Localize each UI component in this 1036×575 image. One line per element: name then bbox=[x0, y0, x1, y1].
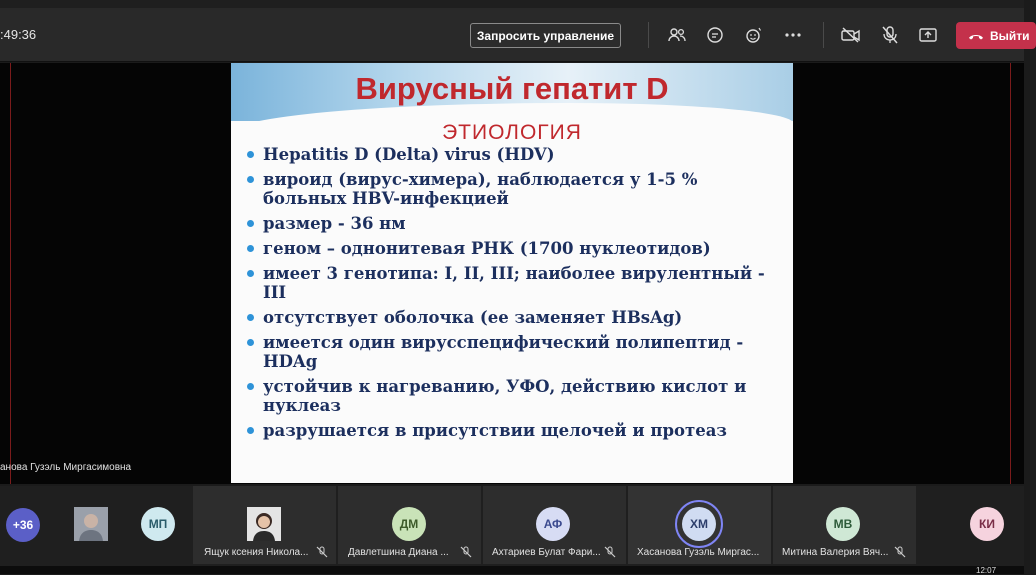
slide-bullet: имеется один вирусспецифический полипептид - HDAg bbox=[247, 333, 777, 371]
participant-photo-avatar bbox=[247, 507, 281, 541]
participant-name: Давлетшина Диана ... bbox=[348, 547, 449, 558]
participant-name: Ахтариев Булат Фари... bbox=[492, 547, 601, 558]
toolbar-separator bbox=[823, 22, 824, 48]
leave-button[interactable] bbox=[956, 22, 1036, 49]
participant-name: Хасанова Гузэль Миргас... bbox=[637, 547, 760, 558]
share-border-left bbox=[10, 63, 11, 484]
participants-icon[interactable] bbox=[666, 24, 688, 46]
mic-off-icon bbox=[460, 546, 472, 558]
participant-avatar: МП bbox=[141, 507, 175, 541]
slide-title: Вирусный гепатит D bbox=[355, 71, 669, 106]
participant-avatar: ХМ bbox=[682, 507, 716, 541]
participant-avatar: КИ bbox=[970, 507, 1004, 541]
slide-bullet: вироид (вирус-химера), наблюдается у 1-5 % больных HBV-инфекцией bbox=[247, 170, 777, 208]
participant-name: Митина Валерия Вяч... bbox=[782, 547, 889, 558]
participant-avatar: АФ bbox=[536, 507, 570, 541]
share-border-right bbox=[1010, 63, 1011, 484]
slide-bullet: размер - 36 нм bbox=[247, 214, 777, 233]
chat-icon[interactable] bbox=[704, 24, 726, 46]
slide-bullet: Hepatitis D (Delta) virus (HDV) bbox=[247, 145, 777, 164]
participant-avatar: ДМ bbox=[392, 507, 426, 541]
request-control-button[interactable]: Запросить управление bbox=[470, 23, 621, 48]
mic-off-icon[interactable] bbox=[879, 24, 901, 46]
presentation-slide bbox=[231, 63, 793, 483]
toolbar-separator bbox=[648, 22, 649, 48]
more-options-icon[interactable] bbox=[782, 24, 804, 46]
mic-off-icon bbox=[894, 546, 906, 558]
mic-off-icon bbox=[604, 546, 616, 558]
slide-bullet: имеет 3 генотипа: I, II, III; наиболее вирулентный - III bbox=[247, 264, 777, 302]
share-screen-icon[interactable] bbox=[917, 24, 939, 46]
slide-subtitle: ЭТИОЛОГИЯ bbox=[442, 121, 582, 144]
camera-off-icon[interactable] bbox=[840, 24, 862, 46]
taskbar-clock: 12:07 bbox=[976, 566, 997, 575]
leave-label: Выйти bbox=[990, 28, 1030, 43]
more-participants-button[interactable]: +36 bbox=[6, 508, 40, 542]
os-taskbar bbox=[0, 566, 1024, 574]
slide-bullet-list bbox=[247, 145, 777, 446]
window-title-strip bbox=[0, 0, 1024, 8]
reactions-icon[interactable] bbox=[743, 24, 765, 46]
slide-bullet: геном – однонитевая РНК (1700 нуклеотидов) bbox=[247, 239, 777, 258]
participant-avatar: МВ bbox=[826, 507, 860, 541]
mic-off-icon bbox=[316, 546, 328, 558]
presenter-name-label: анова Гузэль Миргасимовна bbox=[0, 462, 132, 473]
phone-hangup-icon bbox=[968, 32, 984, 40]
slide-bullet: отсутствует оболочка (ее заменяет HBsAg) bbox=[247, 308, 777, 327]
participant-name: Ящук ксения Никола... bbox=[204, 547, 309, 558]
slide-bullet: устойчив к нагреванию, УФО, действию кислот и нуклеаз bbox=[247, 377, 777, 415]
participant-photo-avatar bbox=[74, 507, 108, 541]
slide-bullet: разрушается в присутствии щелочей и протеаз bbox=[247, 421, 777, 440]
meeting-timer: :49:36 bbox=[0, 27, 37, 42]
